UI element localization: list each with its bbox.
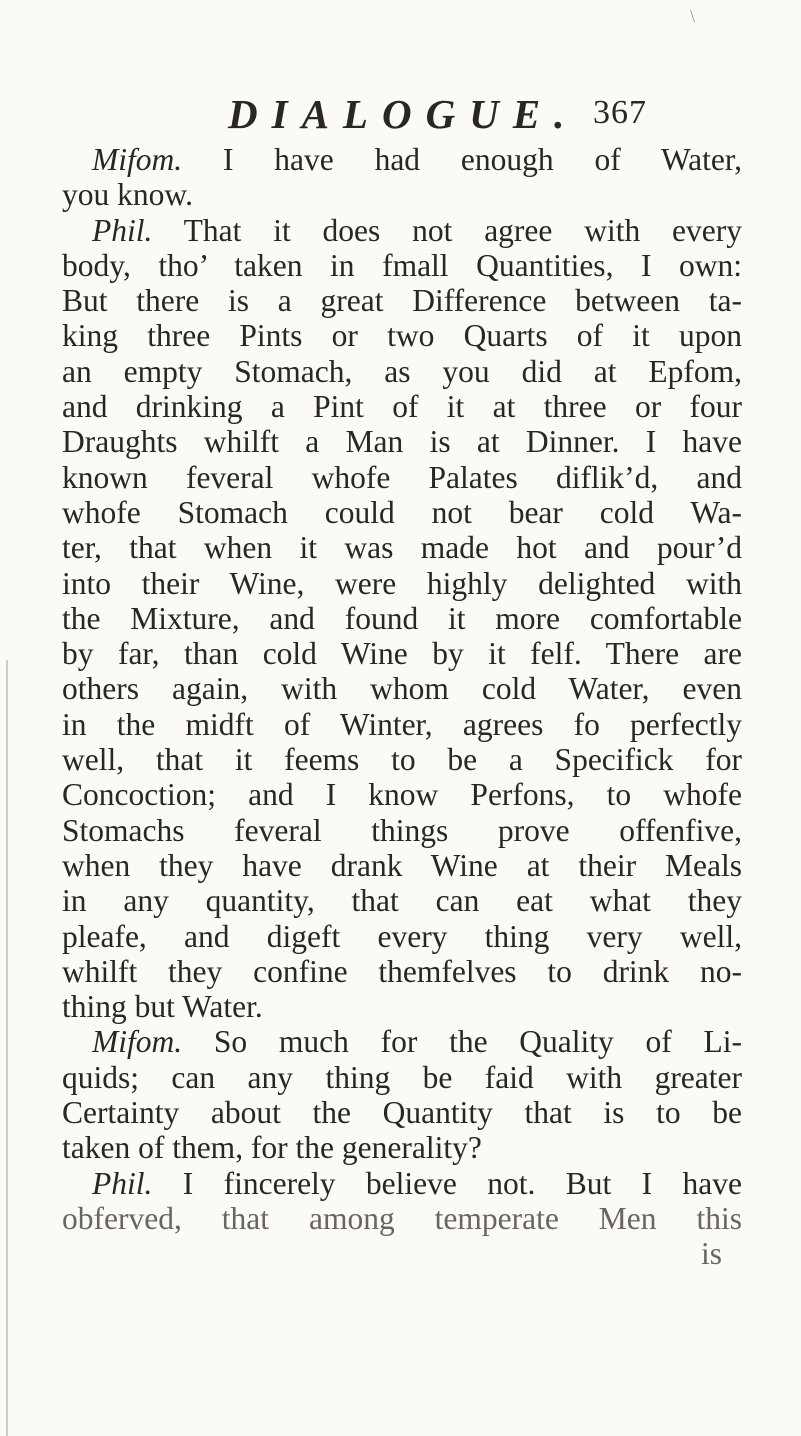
line-text: you know. <box>62 177 193 213</box>
text-line <box>62 813 742 848</box>
text-line <box>62 1166 742 1201</box>
line-text: So much for the Quality of Li- <box>182 1024 742 1060</box>
line-text: taken of them, for the generality? <box>62 1130 482 1166</box>
text-line <box>62 142 742 177</box>
text-line <box>62 777 742 812</box>
line-text: That it does not agree with every <box>152 212 742 248</box>
line-text: obferved, that among temperate Men this <box>62 1200 742 1236</box>
text-line <box>62 1201 742 1236</box>
line-text: body, tho’ taken in fmall Quantities, I own: <box>62 247 742 283</box>
line-text: Certainty about the Quantity that is to be <box>62 1095 742 1131</box>
page-gutter-shadow <box>6 660 8 1436</box>
text-line <box>62 707 742 742</box>
line-text: by far, than cold Wine by it felf. There are <box>62 636 742 672</box>
header-title: DIALOGUE. <box>228 91 579 137</box>
text-line <box>62 1130 742 1165</box>
text-line <box>62 213 742 248</box>
text-line <box>62 283 742 318</box>
text-line <box>62 671 742 706</box>
text-line <box>62 318 742 353</box>
line-text: in any quantity, that can eat what they <box>62 883 742 919</box>
speaker-name: Mifom. <box>92 1024 183 1060</box>
line-text: king three Pints or two Quarts of it upon <box>62 318 742 354</box>
text-line <box>62 954 742 989</box>
page-number: 367 <box>593 94 647 131</box>
text-line <box>62 566 742 601</box>
line-text: into their Wine, were highly delighted with <box>62 565 742 601</box>
line-text: well, that it feems to be a Specifick for <box>62 742 742 778</box>
line-text: known feveral whofe Palates diflik’d, and <box>62 459 742 495</box>
line-text: in the midft of Winter, agrees fo perfectly <box>62 706 742 742</box>
catchword: is <box>700 1236 722 1272</box>
line-text: Stomachs feveral things prove offenfive, <box>62 812 742 848</box>
text-line <box>62 1060 742 1095</box>
line-text: whilft they confine themfelves to drink no- <box>62 953 742 989</box>
text-line <box>62 1095 742 1130</box>
text-line <box>62 919 742 954</box>
text-line <box>62 1024 742 1059</box>
line-text: But there is a great Difference between ta- <box>62 283 742 319</box>
text-line <box>62 742 742 777</box>
text-line <box>62 495 742 530</box>
line-text: I have had enough of Water, <box>182 142 742 177</box>
body-text <box>62 142 742 1272</box>
line-text: the Mixture, and found it more comfortable <box>62 600 742 636</box>
text-line <box>62 389 742 424</box>
line-text: and drinking a Pint of it at three or four <box>62 389 742 425</box>
text-line <box>62 177 742 212</box>
text-line <box>62 460 742 495</box>
speaker-name: Phil. <box>92 1165 153 1201</box>
line-text: thing but Water. <box>62 989 263 1025</box>
text-line <box>62 601 742 636</box>
line-text: pleafe, and digeft every thing very well, <box>62 918 742 954</box>
running-header <box>228 90 768 140</box>
line-text: I fincerely believe not. But I have <box>152 1165 742 1201</box>
text-line <box>62 530 742 565</box>
speaker-name: Phil. <box>92 212 153 248</box>
text-line <box>62 883 742 918</box>
corner-mark: \ <box>690 6 696 26</box>
line-text: Concoction; and I know Perfons, to whofe <box>62 777 742 813</box>
text-line <box>62 848 742 883</box>
line-text: ter, that when it was made hot and pour’d <box>62 530 742 566</box>
text-line <box>62 636 742 671</box>
text-line <box>62 424 742 459</box>
text-line <box>62 354 742 389</box>
line-text: whofe Stomach could not bear cold Wa- <box>62 494 742 530</box>
line-text: Draughts whilft a Man is at Dinner. I have <box>62 424 742 460</box>
line-text: when they have drank Wine at their Meals <box>62 847 742 883</box>
line-text: quids; can any thing be faid with greater <box>62 1059 742 1095</box>
line-text: others again, with whom cold Water, even <box>62 671 742 707</box>
text-line <box>62 248 742 283</box>
speaker-name: Mifom. <box>92 142 183 177</box>
text-line <box>62 989 742 1024</box>
line-text: an empty Stomach, as you did at Epfom, <box>62 353 742 389</box>
